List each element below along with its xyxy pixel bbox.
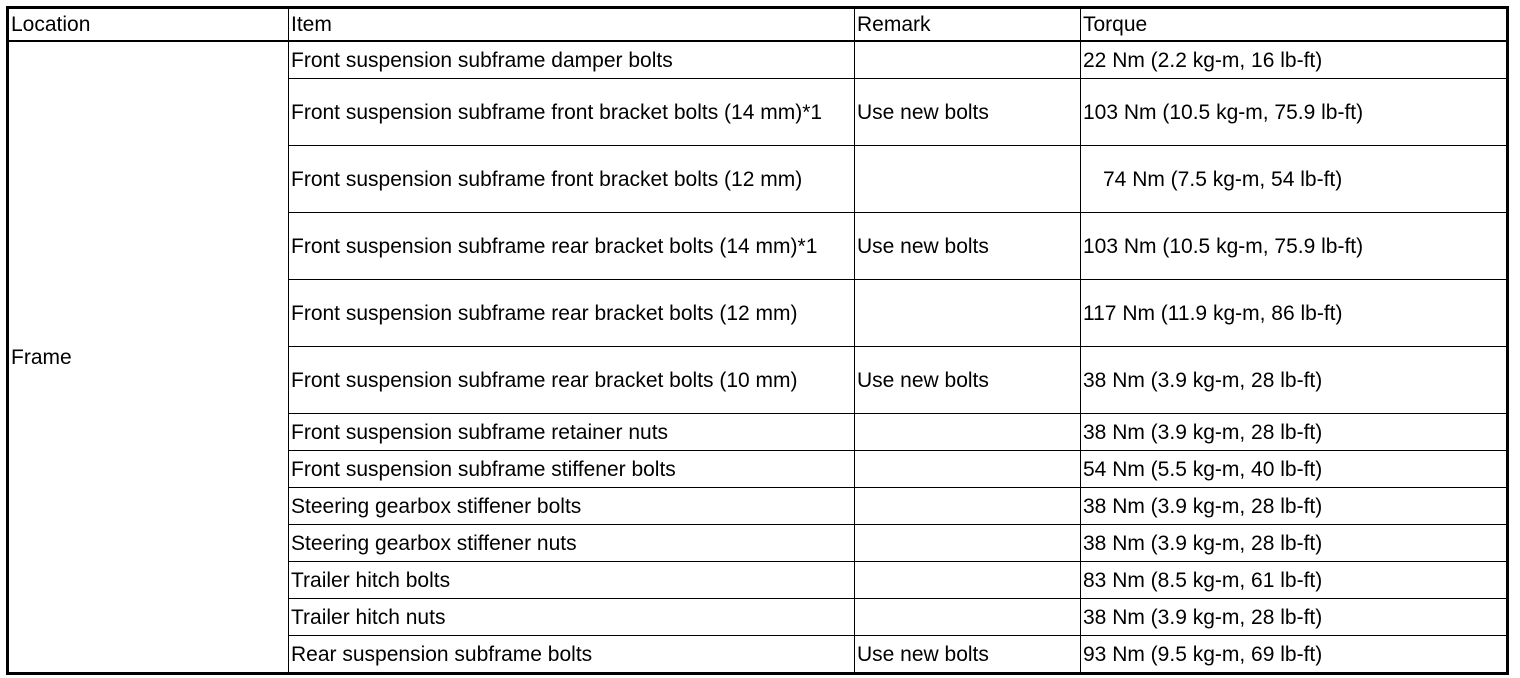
torque-cell: 22 Nm (2.2 kg-m, 16 lb-ft): [1081, 41, 1508, 79]
item-cell: Trailer hitch bolts: [289, 562, 855, 599]
item-cell: Front suspension subframe damper bolts: [289, 41, 855, 79]
torque-cell: 117 Nm (11.9 kg-m, 86 lb-ft): [1081, 280, 1508, 347]
table-row: [8, 41, 1508, 79]
item-cell: Front suspension subframe rear bracket bolts (14 mm)*1: [289, 213, 855, 280]
header-row: [8, 8, 1508, 42]
remark-cell: [855, 562, 1081, 599]
torque-cell: 38 Nm (3.9 kg-m, 28 lb-ft): [1081, 414, 1508, 451]
remark-cell: Use new bolts: [855, 347, 1081, 414]
torque-cell: 103 Nm (10.5 kg-m, 75.9 lb-ft): [1081, 79, 1508, 146]
torque-cell: 38 Nm (3.9 kg-m, 28 lb-ft): [1081, 347, 1508, 414]
item-cell: Front suspension subframe stiffener bolts: [289, 451, 855, 488]
torque-cell: 38 Nm (3.9 kg-m, 28 lb-ft): [1081, 488, 1508, 525]
remark-cell: [855, 525, 1081, 562]
torque-cell: 38 Nm (3.9 kg-m, 28 lb-ft): [1081, 525, 1508, 562]
item-cell: Front suspension subframe retainer nuts: [289, 414, 855, 451]
header-torque: Torque: [1081, 8, 1508, 42]
remark-cell: [855, 488, 1081, 525]
torque-cell: 54 Nm (5.5 kg-m, 40 lb-ft): [1081, 451, 1508, 488]
remark-cell: Use new bolts: [855, 213, 1081, 280]
remark-cell: [855, 146, 1081, 213]
remark-cell: [855, 451, 1081, 488]
item-cell: Trailer hitch nuts: [289, 599, 855, 636]
item-cell: Steering gearbox stiffener nuts: [289, 525, 855, 562]
torque-cell: 93 Nm (9.5 kg-m, 69 lb-ft): [1081, 636, 1508, 674]
remark-cell: Use new bolts: [855, 79, 1081, 146]
remark-cell: Use new bolts: [855, 636, 1081, 674]
remark-cell: [855, 41, 1081, 79]
item-cell: Steering gearbox stiffener bolts: [289, 488, 855, 525]
item-cell: Front suspension subframe rear bracket bolts (10 mm): [289, 347, 855, 414]
item-cell: Front suspension subframe front bracket bolts (12 mm): [289, 146, 855, 213]
torque-cell: 74 Nm (7.5 kg-m, 54 lb-ft): [1081, 146, 1508, 213]
header-item: Item: [289, 8, 855, 42]
remark-cell: [855, 280, 1081, 347]
item-cell: Front suspension subframe front bracket bolts (14 mm)*1: [289, 79, 855, 146]
location-cell: Frame: [8, 41, 289, 674]
remark-cell: [855, 414, 1081, 451]
torque-cell: 38 Nm (3.9 kg-m, 28 lb-ft): [1081, 599, 1508, 636]
torque-cell: 83 Nm (8.5 kg-m, 61 lb-ft): [1081, 562, 1508, 599]
item-cell: Rear suspension subframe bolts: [289, 636, 855, 674]
torque-cell: 103 Nm (10.5 kg-m, 75.9 lb-ft): [1081, 213, 1508, 280]
item-cell: Front suspension subframe rear bracket bolts (12 mm): [289, 280, 855, 347]
header-location: Location: [8, 8, 289, 42]
torque-spec-table: [6, 6, 1509, 675]
header-remark: Remark: [855, 8, 1081, 42]
remark-cell: [855, 599, 1081, 636]
